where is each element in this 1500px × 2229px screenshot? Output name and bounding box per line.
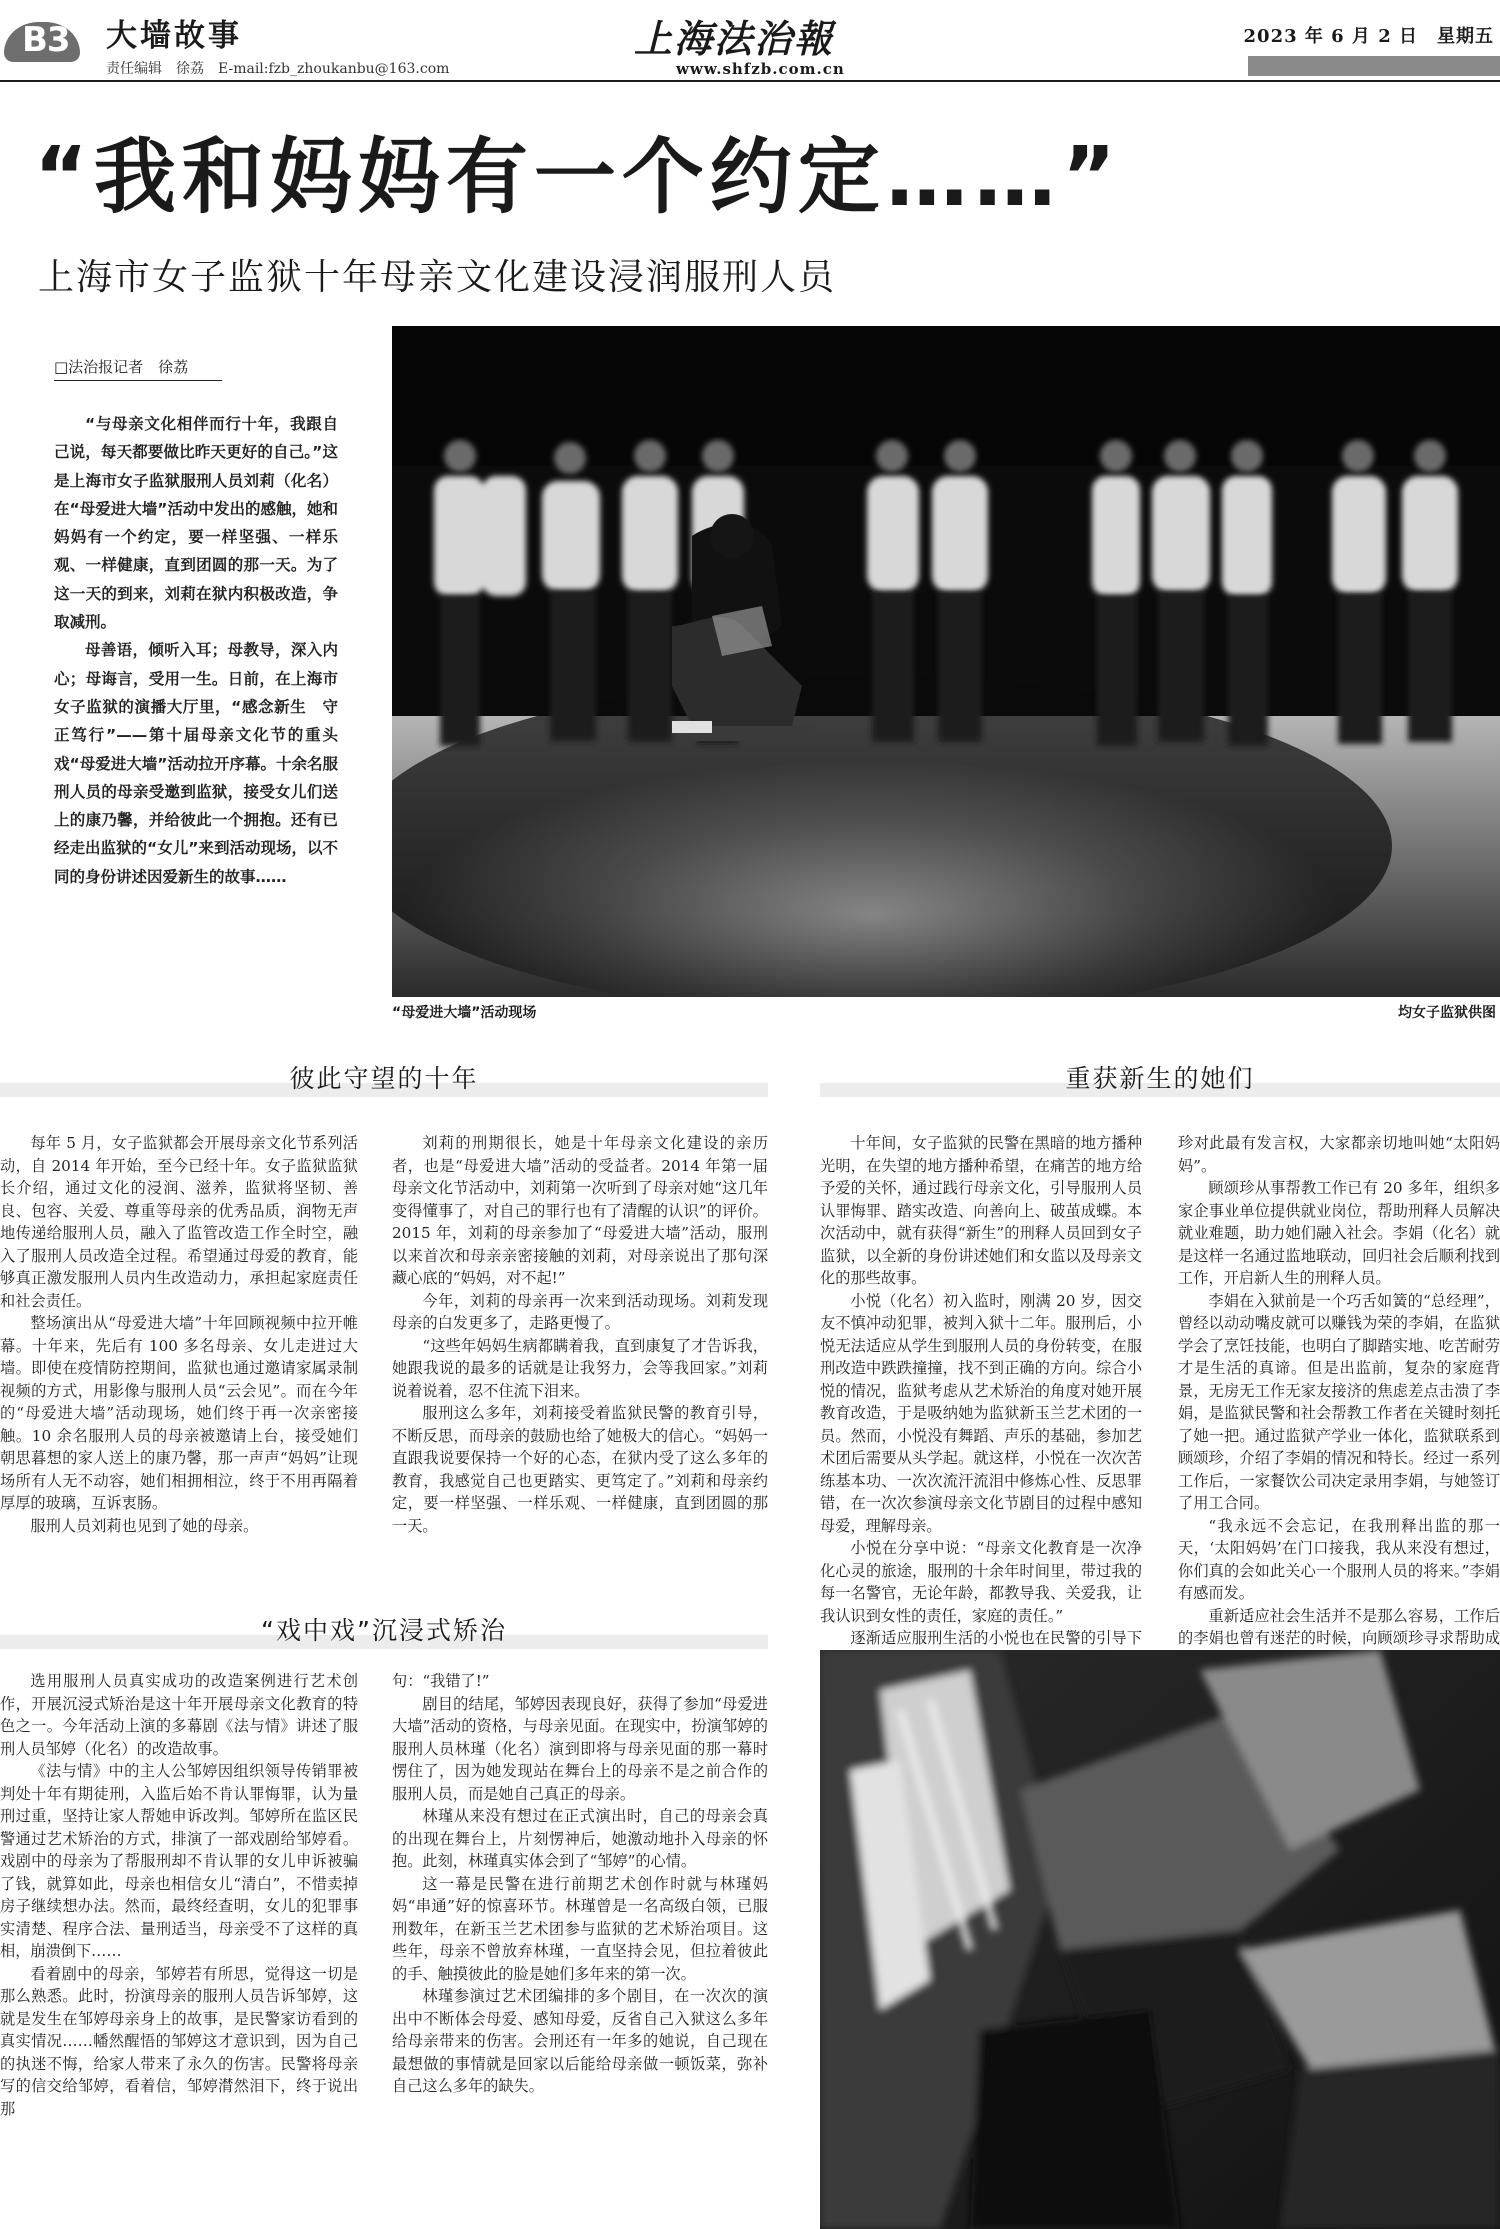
paragraph: 珍对此最有发言权，大家都亲切地叫她“太阳妈妈”。: [1178, 1134, 1500, 1175]
editor-line: 责任编辑 徐荔 E-mail:fzb_zhoukanbu@163.com: [106, 61, 450, 77]
paragraph: 林瑾参演过艺术团编排的多个剧目，在一次次的演出中不断体会母爱、感知母爱，反省自己入狱这么多年给母亲带来的伤害。会刑还有一年多的她说，自己现在最想做的事情就是回家以后能给母亲做一顿饭菜，弥补自己这么多年的缺失。: [392, 1987, 768, 2095]
byline: □法治报记者 徐荔: [54, 358, 189, 376]
paragraph: 剧目的结尾，邹婷因表现良好，获得了参加“母爱进大墙”活动的资格，与母亲见面。在现实中，扮演邹婷的服刑人员林瑾（化名）演到即将与母亲见面的那一幕时愣住了，因为她发现站在舞台上的母亲不是之前合作的服刑人员，而是她自己真正的母亲。: [392, 1694, 768, 1803]
article-column-4: [392, 1670, 768, 2098]
photo-caption: “母爱进大墙”活动现场: [392, 1005, 537, 1021]
paragraph: 今年，刘莉的母亲再一次来到活动现场。刘莉发现母亲的白发更多了，走路更慢了。: [392, 1291, 768, 1332]
paragraph: 重新适应社会生活并不是那么容易，工作后的李娟也曾有迷茫的时候，向顾颂珍寻求帮助成: [1178, 1606, 1500, 1647]
main-photo: [392, 326, 1500, 997]
masthead-url: www.shfzb.com.cn: [676, 60, 845, 78]
section-title: 重获新生的她们: [1065, 1064, 1255, 1093]
publication-date: 2023 年 6 月 2 日 星期五: [1243, 26, 1494, 47]
paragraph: 《法与情》中的主人公邹婷因组织领导传销罪被判处十年有期徒刑，入监后始不肯认罪悔罪，认为量刑过重，坚持让家人帮她申诉改判。邹婷所在监区民警通过艺术矫治的方式，排演了一部戏剧给邹婷看。戏剧中的母亲为了帮服刑却不肯认罪的女儿申诉被骗了钱，就算如此，母亲也相信女儿“清白”，不惜卖掉房子继续想办法。然而，最终经查明，女儿的犯罪事实清楚、程序合法、量刑适当，母亲受不了这样的真相，崩溃倒下……: [0, 1762, 358, 1960]
header-divider: [0, 80, 1500, 82]
newspaper-masthead: 上海法治報: [634, 16, 835, 61]
paragraph: 选用服刑人员真实成功的改造案例进行艺术创作，开展沉浸式矫治是这十年开展母亲文化教育的特色之一。今年活动上演的多幕剧《法与情》讲述了服刑人员邹婷（化名）的改造故事。: [0, 1672, 358, 1758]
page-number: B3: [22, 20, 70, 60]
paragraph: 服刑这么多年，刘莉接受着监狱民警的教育引导，不断反思，而母亲的鼓励也给了她极大的信心。“妈妈一直跟我说要保持一个好的心态，在狱内受了这么多年的教育，我感觉自己也更踏实、更笃定了。”刘莉和母亲约定，要一样坚强、一样乐观、一样健康，直到团圆的那一天。: [392, 1404, 768, 1535]
paragraph: 小悦（化名）初入监时，刚满 20 岁，因交友不慎冲动犯罪，被判入狱十二年。服刑后，小悦无法适应从学生到服刑人员的身份转变，在服刑改造中跌跌撞撞，找不到正确的方向。综合小悦的情况，监狱考虑从艺术矫治的角度对她开展教育改造，于是吸纳她为监狱新玉兰艺术团的一员。然而，小悦没有舞蹈、声乐的基础，参加艺术团后需要从头学起。就这样，小悦在一次次苦练基本功、一次次流汗流泪中修炼心性、反思罪错，在一次次参演母亲文化节剧目的过程中感知母爱，理解母亲。: [820, 1291, 1142, 1535]
paragraph: 整场演出从“母爱进大墙”十年回顾视频中拉开帷幕。十年来，先后有 100 多名母亲、女儿走进过大墙。即使在疫情防控期间，监狱也通过邀请家属录制视频的方式，用影像与服刑人员“云会见”。而在今年的“母爱进大墙”活动现场，她们终于再一次亲密接触。10 余名服刑人员的母亲被邀请上台，接受她们朝思暮想的家人送上的康乃馨，那一声声“妈妈”让现场所有人无不动容，她们相拥相泣，终于不用再隔着厚厚的玻璃，互诉衷肠。: [0, 1314, 358, 1512]
article-column-1: [0, 1132, 358, 1537]
paragraph: “我永远不会忘记，在我刑释出监的那一天，‘太阳妈妈’在门口接我，我从来没有想过，你们真的会如此关心一个服刑人员的将来。”李娟有感而发。: [1178, 1516, 1500, 1602]
paragraph: “这些年妈妈生病都瞒着我，直到康复了才告诉我，她跟我说的最多的话就是让我努力，会等我回家。”刘莉说着说着，忍不住流下泪来。: [392, 1336, 768, 1400]
lead-paragraphs: [54, 410, 338, 891]
section-title: “戏中戏”沉浸式矫治: [261, 1616, 507, 1645]
paragraph: 林瑾从来没有想过在正式演出时，自己的母亲会真的出现在舞台上，片刻愣神后，她激动地扑入母亲的怀抱。此刻，林瑾真实体会到了“邹婷”的心情。: [392, 1807, 768, 1870]
lead-paragraph: “与母亲文化相伴而行十年，我跟自己说，每天都要做比昨天更好的自己。”这是上海市女子监狱服刑人员刘莉（化名）在“母爱进大墙”活动中发出的感触，她和妈妈有一个约定，要一样坚强、一样乐观、一样健康，直到团圆的那一天。为了这一天的到来，刘莉在狱内积极改造，争取减刑。: [54, 415, 338, 632]
headline: “我和妈妈有一个约定……”: [34, 130, 1122, 225]
paragraph: 句：“我错了!”: [392, 1672, 490, 1690]
section-header-2: [820, 1057, 1500, 1097]
bottom-photo: [820, 1650, 1500, 2229]
paragraph: 李娟在入狱前是一个巧舌如簧的“总经理”，曾经以动动嘴皮就可以赚钱为荣的李娟，在监狱学会了烹饪技能，也明白了脚踏实地、吃苦耐劳才是生活的真谛。但是出监前，复杂的家庭背景，无房无工作无家友接济的焦虑差点击溃了李娟，是监狱民警和社会帮教工作者在关键时刻托了她一把。通过监狱产学业一体化，监狱联系到顾颂珍，介绍了李娟的情况和特长。经过一系列工作后，一家餐饮公司决定录用李娟，与她签订了用工合同。: [1178, 1291, 1500, 1512]
paragraph: 服刑人员刘莉也见到了她的母亲。: [30, 1516, 259, 1535]
article-column-2: [392, 1132, 768, 1537]
header-grey-bar: [1248, 56, 1500, 76]
stage-scene-image: [392, 326, 1500, 997]
paragraph: 小悦在分享中说：“母亲文化教育是一次净化心灵的旅途，服刑的十余年时间里，带过我的每一名警官，无论年龄，都教导我、关爱我，让我认识到女性的责任，家庭的责任。”: [820, 1539, 1142, 1625]
page-number-badge: [4, 14, 84, 66]
paragraph: 看着剧中的母亲，邹婷若有所思，觉得这一切是那么熟悉。此时，扮演母亲的服刑人员告诉邹婷，这就是发生在邹婷母亲身上的故事，是民警家访看到的真实情况……幡然醒悟的邹婷这才意识到，因为自己的执迷不悔，给家人带来了永久的伤害。民警将母亲写的信交给邹婷，看着信，邹婷潸然泪下，终于说出那: [0, 1964, 358, 2118]
section-title: 彼此守望的十年: [289, 1064, 479, 1093]
subheadline: 上海市女子监狱十年母亲文化建设浸润服刑人员: [38, 257, 837, 298]
section-name: 大墙故事: [106, 18, 242, 54]
paragraph: 逐渐适应服刑生活的小悦也在民警的引导下: [850, 1629, 1142, 1647]
section-header-1: [0, 1057, 768, 1097]
section-header-3: [0, 1609, 768, 1649]
paragraph: 这一幕是民警在进行前期艺术创作时就与林瑾妈妈“串通”好的惊喜环节。林瑾曾是一名高级白领，已服刑数年，在新玉兰艺术团参与监狱的艺术矫治项目。这些年，母亲不曾放弃林瑾，一直坚持会见，但拉着彼此的手、触摸彼此的脸是她们多年来的第一次。: [392, 1874, 768, 1983]
paragraph: 十年间，女子监狱的民警在黑暗的地方播种光明，在失望的地方播种希望，在痛苦的地方给予爱的关怀，通过践行母亲文化，引导服刑人员认罪悔罪、踏实改造、向善向上、破茧成蝶。本次活动中，就有获得“新生”的刑释人员回到女子监狱，以全新的身份讲述她们和女监以及母亲文化的那些故事。: [820, 1134, 1142, 1287]
article-column-3: [0, 1670, 358, 2120]
lead-paragraph: 母善语，倾听入耳；母教导，深入内心；母诲言，受用一生。日前，在上海市女子监狱的演播大厅里，“感念新生 守正笃行”——第十届母亲文化节的重头戏“母爱进大墙”活动拉开序幕。十余名服刑人员的母亲受邀到监狱，接受女儿们送上的康乃馨，并给彼此一个拥抱。还有已经走出监狱的“女儿”来到活动现场，以不同的身份讲述因爱新生的故事……: [54, 641, 338, 886]
byline-underline: [54, 380, 222, 381]
embrace-photo-image: [820, 1650, 1500, 2229]
paragraph: 刘莉的刑期很长，她是十年母亲文化建设的亲历者，也是“母爱进大墙”活动的受益者。2014 年第一届母亲文化节活动中，刘莉第一次听到了母亲对她“这几年变得懂事了，对自己的罪行也有了清醒的认识”的评价。2015 年，刘莉的母亲参加了“母爱进大墙”活动，服刑以来首次和母亲亲密接触的刘莉，对母亲说出了那句深藏心底的“妈妈，对不起!”: [392, 1134, 768, 1287]
photo-credit: 均女子监狱供图: [1398, 1005, 1496, 1021]
paragraph: 顾颂珍从事帮教工作已有 20 多年，组织多家企事业单位提供就业岗位，帮助刑释人员解决就业难题，助力她们融入社会。李娟（化名）就是这样一名通过监地联动，回归社会后顺利找到工作，开启新人生的刑释人员。: [1178, 1179, 1500, 1287]
paragraph: 每年 5 月，女子监狱都会开展母亲文化节系列活动，自 2014 年开始，至今已经十年。女子监狱监狱长介绍，通过文化的浸润、滋养，监狱将坚韧、善良、包容、关爱、尊重等母亲的优秀品质，润物无声地传递给服刑人员，融入了监管改造工作全时空，融入了服刑人员改造全过程。希望通过母爱的教育，能够真正激发服刑人员内生改造动力，承担起家庭责任和社会责任。: [0, 1134, 358, 1310]
